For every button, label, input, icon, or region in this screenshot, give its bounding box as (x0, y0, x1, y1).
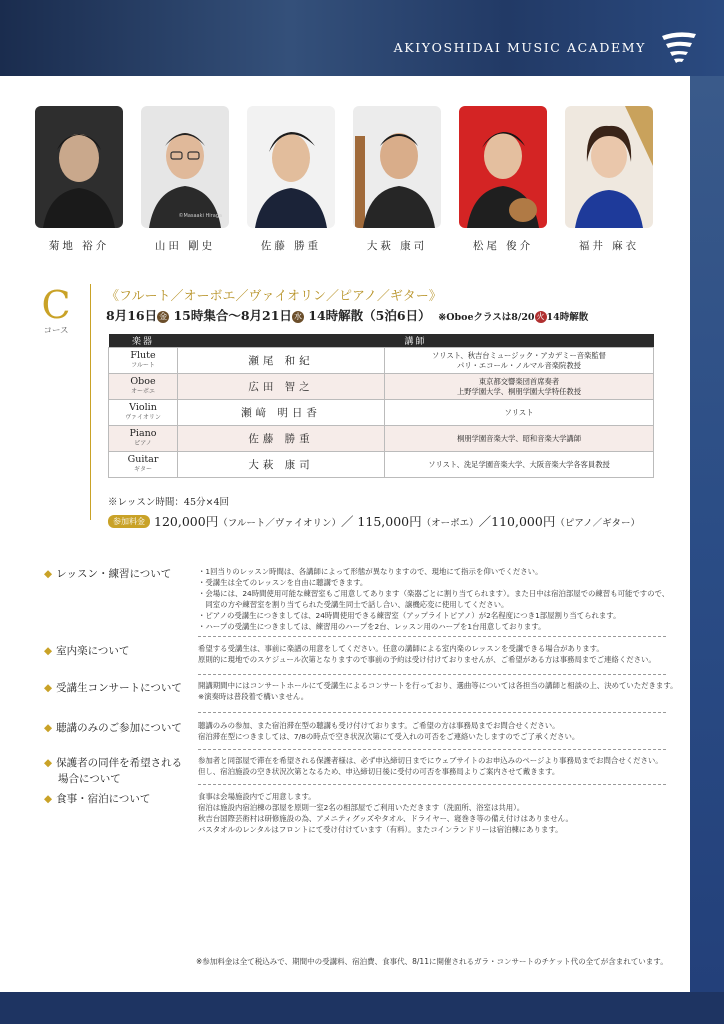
header-band (0, 0, 724, 76)
instrument-cell (109, 348, 178, 374)
photo-credit: ©Masaaki Hiraga (178, 213, 222, 219)
section-body: 希望する受講生は、事前に楽譜の用意をしてください。任意の講師による室内楽のレッスンを受講できる場合があります。 原則的に現地でのスケジュール次第となりますので事前の予約は受け付けておりませんが、ご希望がある方は事務局までご連絡ください。 (198, 644, 656, 664)
section-title: ◆ レッスン・練習について (44, 568, 172, 580)
profile-cell (385, 426, 654, 452)
fee-note: （ピアノ／ギター） (555, 518, 640, 529)
day-badge: 火 (536, 312, 545, 321)
teacher-card (246, 106, 336, 253)
oboe-note-post: 14時解散 (546, 312, 589, 323)
instrument-name: Piano (129, 427, 157, 439)
teacher-photo (141, 106, 229, 228)
fee-price: ／ 115,000円 (340, 514, 422, 529)
profile-cell (385, 452, 654, 478)
fee-note: （オーボエ） (421, 518, 479, 529)
academy-logo-icon (656, 24, 700, 68)
instrument-kana: ギター (134, 465, 152, 473)
teacher-name: 松尾 俊介 (472, 240, 534, 252)
instrument-kana: ピアノ (134, 439, 152, 447)
instrument-kana: オーボエ (130, 387, 155, 395)
teacher-name: 大萩 康司 (366, 240, 428, 252)
teacher-card (34, 106, 124, 253)
instrument-cell (109, 452, 178, 478)
bottom-band (0, 992, 724, 1024)
day-badge: 金 (159, 312, 168, 321)
teacher-card (564, 106, 654, 253)
fee-price: ／110,000円 (478, 514, 556, 529)
date-end: 14時解散（5泊6日） (303, 308, 431, 323)
course-divider (90, 284, 91, 520)
table-row (109, 452, 654, 478)
diamond-icon: ◆ (44, 722, 53, 734)
divider (198, 712, 666, 713)
teacher-photo (353, 106, 441, 228)
teacher-gallery (34, 106, 674, 256)
diamond-icon: ◆ (44, 757, 53, 769)
profile-line: ソリスト、洗足学園音楽大学、大阪音楽大学各客員教授 (428, 459, 610, 469)
diamond-icon: ◆ (44, 568, 53, 580)
table-row (109, 348, 654, 374)
section-body: 開講期間中にはコンサートホールにて受講生によるコンサートを行っており、選曲等については各担当の講師と相談の上、決めていただきます。 ※演奏時は普段着で構いません。 (198, 681, 678, 701)
profile-line: パリ・エコール・ノルマル音楽院教授 (457, 360, 581, 370)
teacher-card (458, 106, 548, 253)
instrument-cell (109, 426, 178, 452)
profile-line: 上野学園大学、桐朋学園大学特任教授 (456, 386, 582, 396)
section-body: 食事は会場施設内でご用意します。 宿泊は施設内宿泊棟の部屋を原則一室2名の相部屋でご利用いただきます（洗面所、浴室は共用）。 秋吉台国際芸術村は研修施設の為、アメニティグッズやタオル、ドライヤー、寝巻き等の備え付けはありません。 バスタオルのレンタルはフロントにて受け付けています（有料）。またコインランドリーは宿泊棟にあります。 (198, 792, 573, 834)
col-teacher: 講師 (178, 334, 654, 348)
profile-cell (385, 400, 654, 426)
instrument-name: Guitar (127, 453, 159, 465)
table-row (109, 400, 654, 426)
oboe-note-pre: ※Oboeクラスは8/20 (438, 312, 535, 323)
col-instrument: 楽器 (109, 334, 178, 348)
teacher-photo (247, 106, 335, 228)
instrument-cell (109, 400, 178, 426)
day-badge: 水 (293, 312, 302, 321)
date-start: 8月16日 (106, 308, 158, 323)
section-body: ・1回当りのレッスン時間は、各講師によって形態が異なりますので、現地にて指示を仰いでください。 ・受講生は全てのレッスンを自由に聴講できます。 ・会場には、24時間使用可能な練習室もご用意してあります（楽器ごとに割り当てられます）。また日中は宿泊部屋での練習も可能ですので、 同室の方や練習室を割り当てられた受講生同士で話し合い、譲機応変に使用してください。 ・ピアノの受講生につきましては、24時間使用できる練習室（アップライトピアノ）が2名程度につき1部屋割り当てられます。 ・ハープの受講生につきましては、練習用のハープを2台、レッスン用のハープを1台用意しております。 (198, 567, 670, 631)
lesson-time: ※レッスン時間：45分×4回 (108, 497, 229, 508)
divider (198, 674, 666, 675)
section-body: 参加者と同部屋で滞在を希望される保護者様は、必ず申込締切日までにウェブサイトのお申込みのページより事務局までお問合せください。 但し、宿泊施設の空き状況次第となるため、申込締切日後に受付の可否を事務局よりご案内させて戴きます。 (198, 756, 663, 776)
fee-badge: 参加料金 (108, 515, 150, 528)
teacher-name: 菊地 裕介 (48, 240, 110, 252)
teacher-table (108, 334, 654, 478)
diamond-icon: ◆ (44, 793, 53, 805)
academy-title: AKIYOSHIDAI MUSIC ACADEMY (393, 40, 646, 55)
divider (198, 784, 666, 785)
teacher-name: 佐藤 勝重 (260, 240, 322, 252)
fee-footnote: ※参加料金は全て税込みで、期間中の受講料、宿泊費、食事代、8/11に開催されるガラ・コンサートのチケット代の全てが含まれています。 (196, 957, 668, 966)
teacher-card (140, 106, 230, 253)
section-title: ◆ 食事・宿泊について (44, 793, 151, 805)
diamond-icon: ◆ (44, 682, 53, 694)
instrument-name: Oboe (130, 375, 156, 387)
section-title: ◆ 保護者の同伴を希望される 場合について (44, 757, 183, 785)
fee-line (108, 512, 640, 530)
date-mid: 15時集合～8月21日 (169, 308, 292, 323)
right-background (690, 76, 724, 992)
course-dates (106, 306, 588, 324)
teacher-card (352, 106, 442, 253)
profile-cell (385, 348, 654, 374)
profile-line: 桐朋学園音楽大学、昭和音楽大学講師 (456, 433, 582, 443)
teacher-photo (565, 106, 653, 228)
profile-line: ソリスト (504, 407, 534, 417)
divider (198, 749, 666, 750)
course-title: 《フルート／オーボエ／ヴァイオリン／ピアノ／ギター》 (106, 289, 442, 304)
instrument-kana: フルート (131, 361, 155, 369)
instrument-cell (109, 374, 178, 400)
diamond-icon: ◆ (44, 645, 53, 657)
profile-cell (385, 374, 654, 400)
teacher-name: 山田 剛史 (154, 240, 216, 252)
section-title: ◆ 受講生コンサートについて (44, 682, 182, 694)
instrument-name: Violin (129, 401, 157, 413)
profile-line: 東京都交響楽団首席奏者 (478, 376, 560, 386)
fee-note: （フルート／ヴァイオリン） (218, 518, 341, 529)
teacher-photo (459, 106, 547, 228)
divider (198, 636, 666, 637)
teacher-cell: 大萩 康司 (178, 452, 385, 478)
teacher-cell: 瀬﨑 明日香 (178, 400, 385, 426)
teacher-name: 福井 麻衣 (578, 240, 640, 252)
instrument-kana: ヴァイオリン (125, 413, 161, 421)
course-letter: C (41, 283, 71, 327)
fee-price: 120,000円 (154, 514, 219, 529)
table-row (109, 374, 654, 400)
course-label: コース (43, 326, 69, 336)
teacher-cell: 瀬尾 和紀 (178, 348, 385, 374)
section-title: ◆ 室内楽について (44, 645, 130, 657)
table-header (109, 334, 654, 348)
oboe-note (435, 312, 588, 323)
instrument-name: Flute (130, 349, 156, 361)
teacher-cell: 佐藤 勝重 (178, 426, 385, 452)
table-row (109, 426, 654, 452)
teacher-photo (35, 106, 123, 228)
profile-line: ソリスト、秋吉台ミュージック・アカデミー音楽監督 (432, 350, 606, 360)
course-marker (36, 283, 76, 336)
section-body: 聴講のみの参加、また宿泊滞在型の聴講も受け付けております。ご希望の方は事務局までお問合せください。 宿泊滞在型につきましては、7/8の時点で空き状況次第にて受入れの可否をご連絡いたしますのでご了承ください。 (198, 721, 580, 741)
section-title: ◆ 聴講のみのご参加について (44, 722, 182, 734)
teacher-cell: 広田 智之 (178, 374, 385, 400)
